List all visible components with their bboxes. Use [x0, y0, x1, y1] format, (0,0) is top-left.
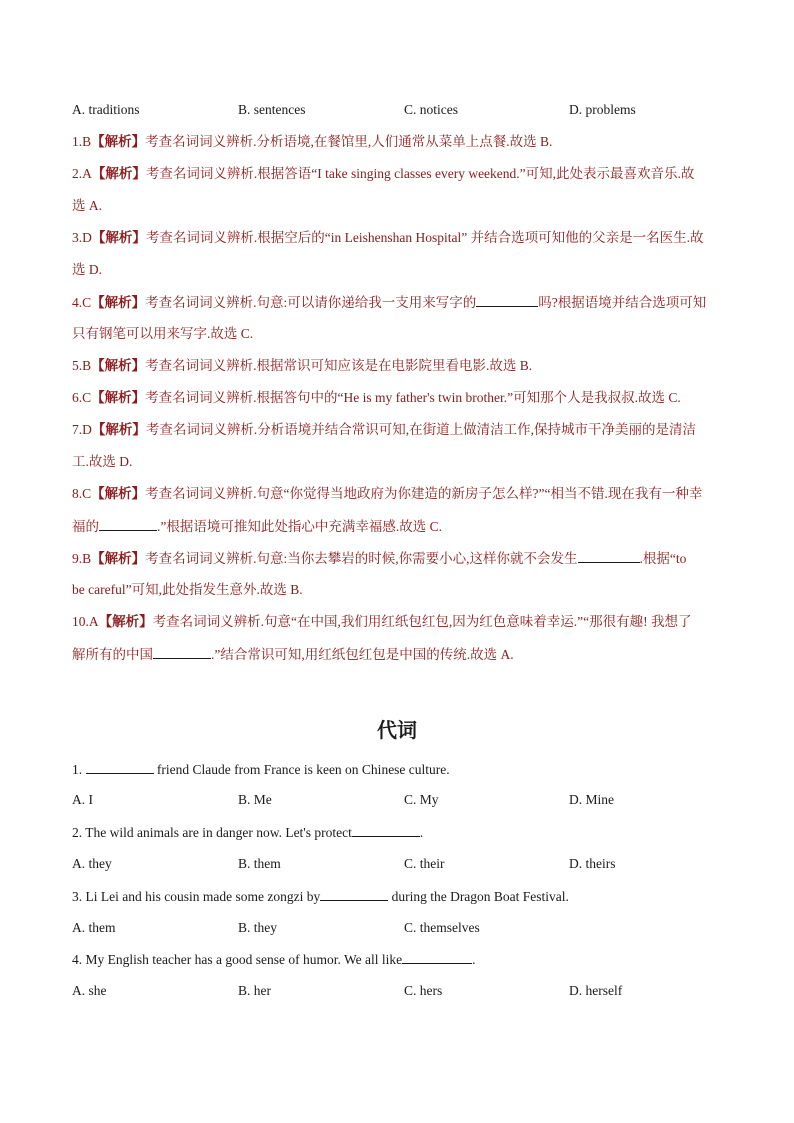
answer-1: 1.B【解析】考查名词词义辨析.分析语境,在餐馆里,人们通常从菜单上点餐.故选 B. [72, 134, 553, 149]
question-3: 3. Li Lei and his cousin made some zongzi by during the Dragon Boat Festival. [72, 886, 722, 907]
blank-line [320, 886, 388, 901]
option-a: A. traditions [72, 102, 140, 117]
q4-option-c: C. hers [404, 983, 443, 998]
section-title: 代词 [377, 718, 417, 742]
answer-9: 9.B【解析】考查名词词义辨析.句意:当你去攀岩的时候,你需要小心,这样你就不会发生 .根据“to [72, 548, 722, 569]
option-b: B. sentences [238, 102, 306, 117]
q1-option-b: B. Me [238, 792, 272, 807]
option-c: C. notices [404, 102, 458, 117]
q1-option-a: A. I [72, 792, 93, 807]
q1-option-c: C. My [404, 792, 439, 807]
q2-option-a: A. they [72, 856, 112, 871]
option-d: D. problems [569, 102, 636, 117]
question-2: 2. The wild animals are in danger now. Let's protect . [72, 822, 722, 843]
blank-line [402, 949, 472, 964]
answer-2-cont: 选 A. [72, 198, 102, 213]
answer-9-cont: be careful”可知,此处指发生意外.故选 B. [72, 582, 303, 597]
answer-4: 4.C【解析】考查名词词义辨析.句意:可以请你递给我一支用来写字的 吗?根据语境并结合选项可知 [72, 292, 722, 313]
answer-8-cont: 福的 .”根据语境可推知此处指心中充满幸福感.故选 C. [72, 516, 722, 537]
blank-line [352, 822, 420, 837]
q2-option-c: C. their [404, 856, 445, 871]
answer-6: 6.C【解析】考查名词词义辨析.根据答句中的“He is my father's twin brother.”可知那个人是我叔叔.故选 C. [72, 390, 681, 405]
answer-2: 2.A【解析】考查名词词义辨析.根据答语“I take singing classes every weekend.”可知,此处表示最喜欢音乐.故 [72, 166, 695, 181]
q3-option-c: C. themselves [404, 920, 480, 935]
q2-option-d: D. theirs [569, 856, 616, 871]
blank-line [578, 548, 640, 563]
answer-5: 5.B【解析】考查名词词义辨析.根据常识可知应该是在电影院里看电影.故选 B. [72, 358, 533, 373]
q1-option-d: D. Mine [569, 792, 614, 807]
blank-line [99, 516, 157, 531]
answer-10: 10.A【解析】考查名词词义辨析.句意“在中国,我们用红纸包红包,因为红色意味着幸运.”“那很有趣! 我想了 [72, 614, 692, 629]
answer-7-cont: 工.故选 D. [72, 454, 133, 469]
answer-8: 8.C【解析】考查名词词义辨析.句意“你觉得当地政府为你建造的新房子怎么样?”“相当不错.现在我有一种幸 [72, 486, 703, 501]
q4-option-b: B. her [238, 983, 271, 998]
blank-line [153, 644, 211, 659]
answer-3: 3.D【解析】考查名词词义辨析.根据空后的“in Leishenshan Hospital” 并结合选项可知他的父亲是一名医生.故 [72, 230, 704, 245]
blank-line [86, 759, 154, 774]
q4-option-a: A. she [72, 983, 107, 998]
question-1: 1. friend Claude from France is keen on Chinese culture. [72, 759, 722, 780]
question-4: 4. My English teacher has a good sense of humor. We all like . [72, 949, 722, 970]
answer-10-cont: 解所有的中国 .”结合常识可知,用红纸包红包是中国的传统.故选 A. [72, 644, 722, 665]
answer-4-cont: 只有钢笔可以用来写字.故选 C. [72, 326, 254, 341]
answer-7: 7.D【解析】考查名词词义辨析.分析语境并结合常识可知,在街道上做清洁工作,保持城市干净美丽的是清洁 [72, 422, 696, 437]
answer-3-cont: 选 D. [72, 262, 102, 277]
q4-option-d: D. herself [569, 983, 623, 998]
q2-option-b: B. them [238, 856, 281, 871]
q3-option-a: A. them [72, 920, 116, 935]
blank-line [476, 292, 538, 307]
q3-option-b: B. they [238, 920, 277, 935]
